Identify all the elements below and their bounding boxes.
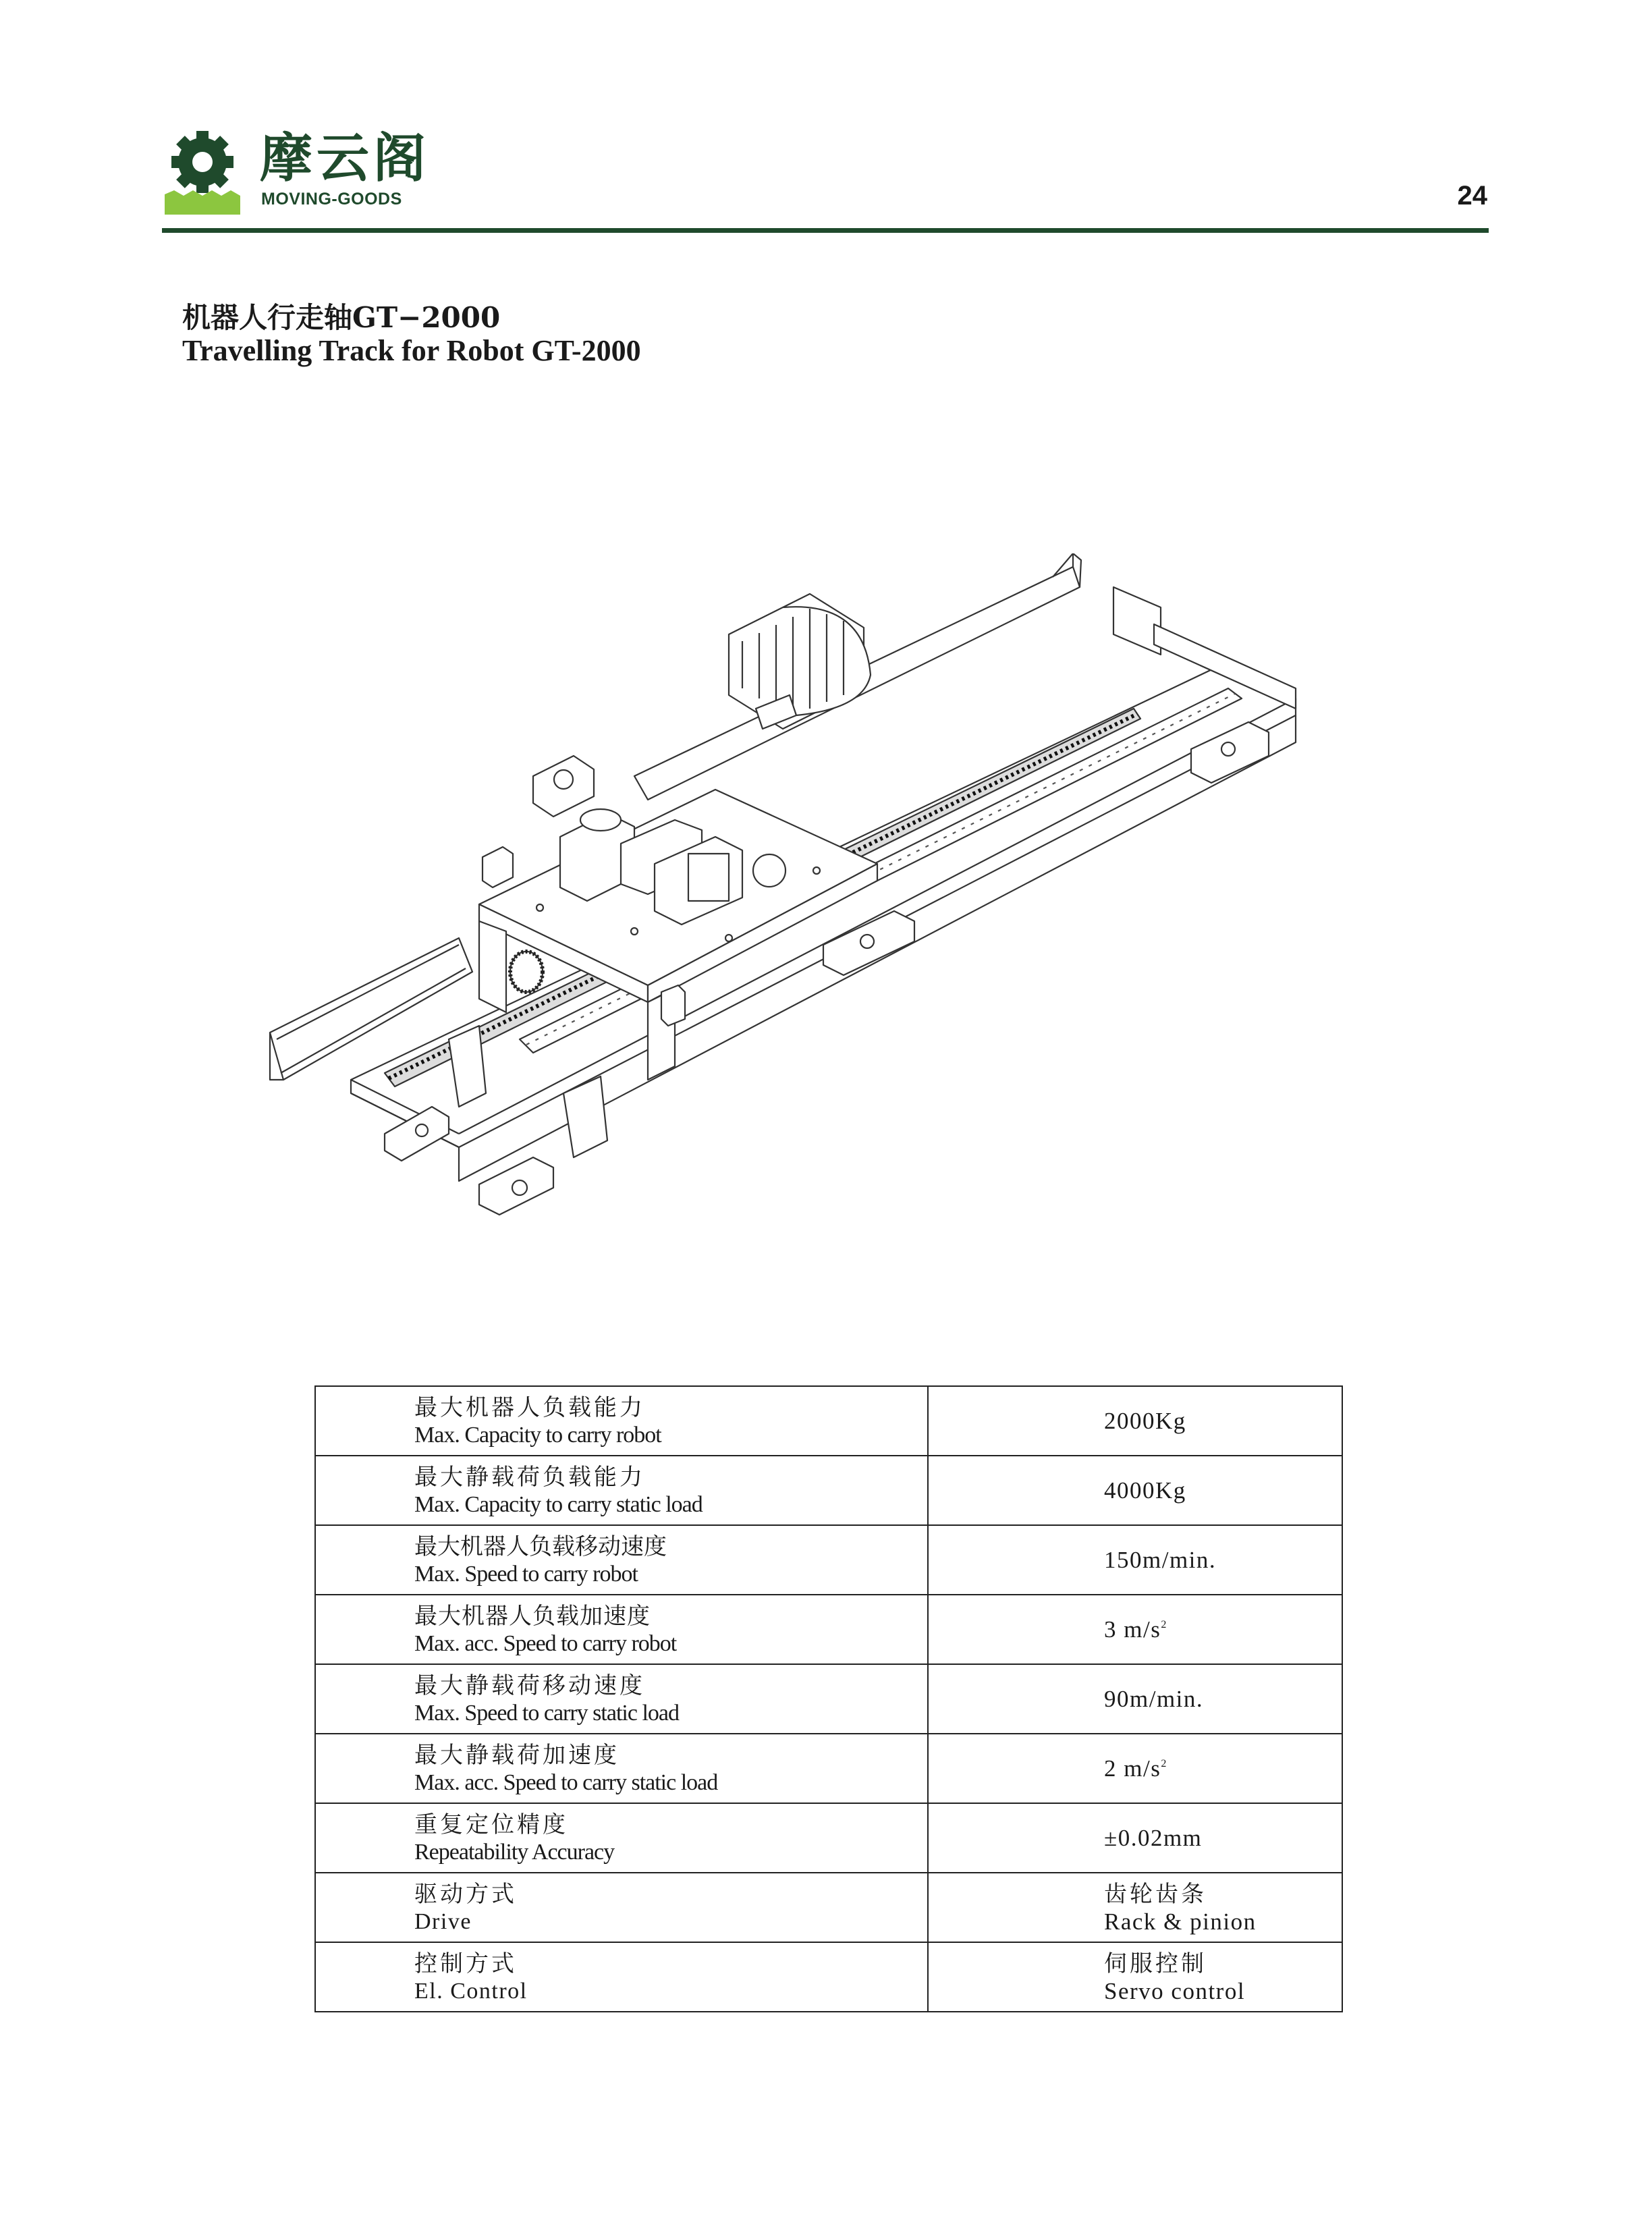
spec-label-en: Max. acc. Speed to carry static load: [414, 1769, 718, 1795]
spec-label-cn: 重复定位精度: [414, 1811, 568, 1838]
spec-value-text: 2000Kg: [1104, 1407, 1186, 1434]
spec-row-speed-robot: [315, 1525, 1342, 1595]
spec-label: [315, 1734, 928, 1803]
spec-value: [928, 1456, 1342, 1525]
spec-label-en: Max. Capacity to carry robot: [414, 1422, 661, 1448]
ground-wave-icon: [165, 190, 240, 215]
spec-value-text: 2 $m/s^2$: [1104, 1755, 1167, 1782]
spec-value-text: 90m/min.: [1104, 1685, 1204, 1712]
spec-label: [315, 1595, 928, 1664]
spec-label-en: Drive: [414, 1908, 472, 1934]
spec-row-drive: [315, 1873, 1342, 1942]
spec-label-cn: 最大机器人负载移动速度: [414, 1533, 667, 1560]
spec-value: [928, 1664, 1342, 1734]
gear-icon: [171, 131, 233, 193]
spec-row-capacity-static: [315, 1456, 1342, 1525]
spec-label-cn: 最大静载荷负载能力: [414, 1463, 645, 1491]
spec-value: [928, 1873, 1342, 1942]
spec-label-en: Max. Speed to carry robot: [414, 1561, 638, 1587]
spec-label: [315, 1525, 928, 1595]
spec-value: [928, 1595, 1342, 1664]
spec-value-text: 150m/min.: [1104, 1546, 1217, 1573]
spec-row-acc-static: [315, 1734, 1342, 1803]
spec-label-cn: 控制方式: [414, 1950, 517, 1977]
spec-value: [928, 1803, 1342, 1873]
spec-value-en: Rack & pinion: [1104, 1908, 1257, 1935]
product-title-cn: 机器人行走轴GT−2000: [182, 301, 501, 334]
brand-name-en: MOVING-GOODS: [261, 190, 402, 209]
spec-value: [928, 1734, 1342, 1803]
spec-label: [315, 1803, 928, 1873]
spec-label: [315, 1456, 928, 1525]
spec-label-en: Repeatability Accuracy: [414, 1839, 615, 1865]
header-divider: [162, 228, 1489, 233]
spec-label: [315, 1664, 928, 1734]
superscript: 2: [1161, 1757, 1167, 1769]
spec-label: [315, 1942, 928, 2012]
spec-row-control: [315, 1942, 1342, 2012]
spec-label: [315, 1873, 928, 1942]
superscript: 2: [1161, 1618, 1167, 1630]
spec-row-speed-static: [315, 1664, 1342, 1734]
spec-label-en: Max. Speed to carry static load: [414, 1700, 679, 1726]
spec-row-repeatability: [315, 1803, 1342, 1873]
spec-value-text: 4000Kg: [1104, 1477, 1186, 1504]
product-title-en: Travelling Track for Robot GT-2000: [182, 334, 641, 367]
spec-label-cn: 最大机器人负载加速度: [414, 1602, 651, 1630]
spec-label-cn: 最大静载荷加速度: [414, 1741, 620, 1769]
spec-value: [928, 1525, 1342, 1595]
spec-label-cn: 最大静载荷移动速度: [414, 1672, 645, 1699]
spec-value-text: ±0.02mm: [1104, 1824, 1203, 1851]
spec-row-capacity-robot: [315, 1386, 1342, 1456]
cable-chain: [729, 594, 871, 729]
page-number: 24: [1457, 181, 1487, 211]
track-illustration: [256, 553, 1336, 1228]
spec-value: [928, 1942, 1342, 2012]
spec-value-en: Servo control: [1104, 1977, 1246, 2004]
spec-label-en: Max. acc. Speed to carry robot: [414, 1630, 677, 1656]
spec-label-cn: 最大机器人负载能力: [414, 1394, 645, 1421]
spec-label-en: El. Control: [414, 1978, 528, 2004]
spec-row-acc-robot: [315, 1595, 1342, 1664]
brand-name-cn: 摩云阁: [260, 128, 431, 189]
spec-table: [314, 1385, 1343, 2012]
spec-value: [928, 1386, 1342, 1456]
spec-label-en: Max. Capacity to carry static load: [414, 1491, 703, 1517]
pinion-gear: [510, 952, 543, 992]
spec-value-text: 3 $m/s^2$: [1104, 1616, 1167, 1643]
spec-value-cn: 齿轮齿条: [1104, 1880, 1207, 1908]
spec-label-cn: 驱动方式: [414, 1880, 517, 1908]
spec-value-cn: 伺服控制: [1104, 1950, 1207, 1977]
spec-label: [315, 1386, 928, 1456]
